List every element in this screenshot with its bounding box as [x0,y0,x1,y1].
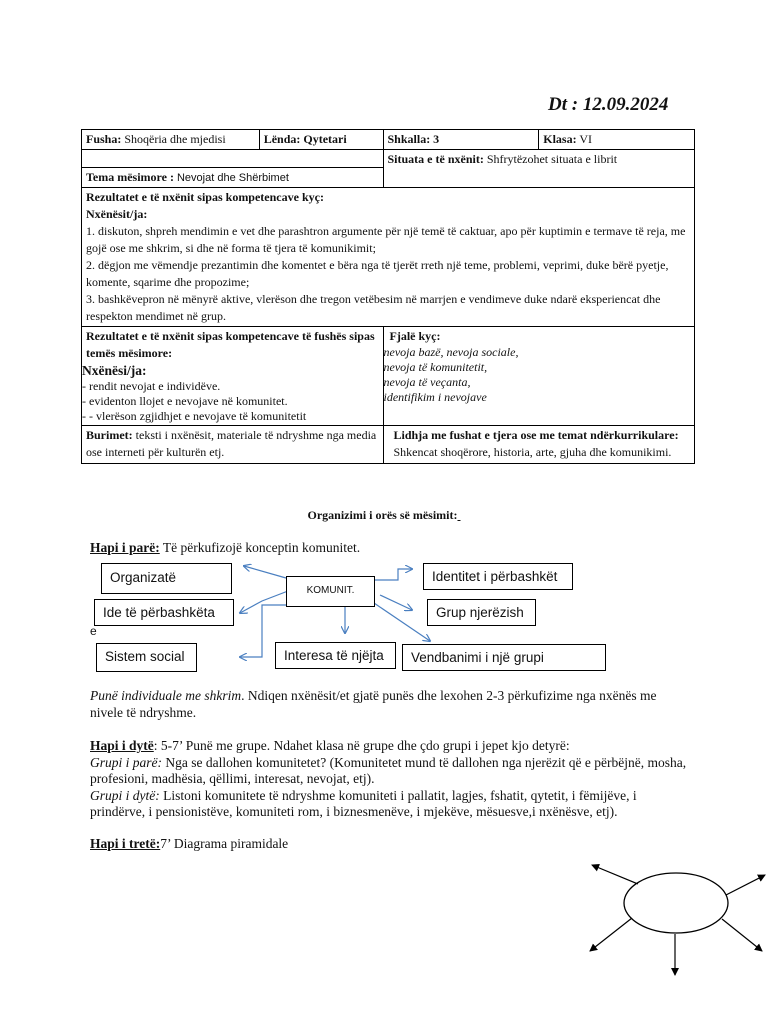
pyramid-center-ellipse [624,873,728,933]
hapi1-label: Hapi i parë: [90,540,160,555]
pune-individuale-label: Punë individuale me shkrim [90,688,242,703]
stray-letter: e [90,624,97,638]
organizimi-title [0,508,768,523]
grupi2-line [90,788,690,821]
burimet-value: teksti i nxënësit, materiale të ndryshme nga media ose interneti për kulturën etj. [86,428,377,459]
cell-klasa [539,130,695,150]
hapi2-section [90,738,690,821]
pyramid-arrow-bottom-right [722,919,762,951]
nxenesit-label: Nxënësit/ja: [86,207,148,221]
rezultatet-kyc-title: Rezultatet e të nxënit sipas kompetencave kyç: [86,190,324,204]
cell-fjale-kyc [383,327,695,426]
tema-value: Nevojat dhe Shërbimet [176,172,289,184]
arrow-to-organizate [244,566,286,578]
kyc-item-1: 1. diskuton, shpreh mendimin e vet dhe parashtron argumente për një temë të caktuar, apo për kuptimin e termave të reja, me gojë ose me shkrim, si dhe në forma të tjera të komunikimit; [86,224,686,255]
tema-row [82,168,383,187]
rezultatet-fushes-title: Rezultatet e të nxënit sipas kompetencave të fushës sipas temës mësimore: [86,329,375,360]
concept-center-komunitet: KOMUNIT. [286,576,375,607]
concept-identitet: Identitet i përbashkët [423,563,573,590]
lidhja-value: Shkencat shoqërore, historia, arte, gjuha dhe komunikimi. [393,445,672,459]
pyramid-arrow-top-right [726,875,765,895]
hapi1-heading [90,539,360,556]
fjale-kyc-2: nevoja të komunitetit, [383,360,488,374]
hapi1-text: Të përkufizojë konceptin komunitet. [159,540,361,555]
lesson-plan-table [81,129,695,464]
lesson-date: Dt : 12.09.2024 [548,94,669,115]
fjale-kyc-3: nevoja të veçanta, [383,375,471,389]
fusha-label: Fusha: [86,132,122,146]
grupi1-label: Grupi i parë: [90,754,162,770]
arrow-to-ide [240,591,288,613]
kyc-item-2: 2. dëgjon me vëmendje prezantimin dhe komentet e bëra nga të tjerët rreth një teme, problemi, veprimi, duke bërë pyetje, komente, sqarime dhe propozime; [86,258,669,289]
grupi1-line [90,755,690,788]
hapi2-text: : 5-7’ Punë me grupe. Ndahet klasa në grupe dhe çdo grupi i jepet kjo detyrë: [153,738,570,753]
organizimi-title-text: Organizimi i orës së mësimit: [307,508,458,522]
cell-burimet [82,426,384,464]
cell-tema-container [82,150,384,188]
arrow-to-identitet [375,569,412,580]
tema-label: Tema mësimore : [86,170,174,184]
concept-organizate: Organizatë [101,563,232,594]
fjale-kyc-title: Fjalë kyç: [389,329,441,343]
hapi2-heading [90,738,690,755]
pyramid-diagram [580,855,768,1024]
fushes-item-3: - - vlerëson zgjidhjet e nevojave të komunitetit [82,409,307,423]
fjale-kyc-1: nevoja bazë, nevoja sociale, [383,345,519,359]
cell-rezultatet-kyc [82,188,695,327]
lidhja-title: Lidhja me fushat e tjera ose me temat ndërkurrikulare: [393,428,679,442]
pune-individuale-paragraph [90,688,690,721]
concept-sistem: Sistem social [96,643,197,672]
pyramid-arrow-bottom-left [590,918,632,951]
arrow-to-grup [380,595,412,610]
cell-lenda: Lënda: Qytetari [259,130,383,150]
hapi3-label: Hapi i tretë: [90,836,161,851]
arrow-to-vendbanimi [374,603,430,641]
nxenesi-label: Nxënësi/ja: [82,363,147,378]
burimet-label: Burimet: [86,428,133,442]
grupi1-text: Nga se dallohen komunitetet? (Komunitetet mund të dallohen nga njerëzit që e përbëjnë, mosha, profesioni, madhësia, qëllimi, interesat, nevojat, etj). [90,754,687,786]
concept-interesa: Interesa të njëjta [275,642,396,669]
pune-individuale-text: . Ndiqen nxënësit/et gjatë punës dhe lexohen 2-3 përkufizime nga nxënës me nivele të ndryshme. [90,688,657,720]
klasa-label: Klasa: [543,132,577,146]
fushes-item-2: - evidenton llojet e nevojave në komunitet. [82,394,288,408]
fusha-value: Shoqëria dhe mjedisi [124,132,226,146]
pyramid-arrow-top-left [592,865,638,884]
hapi2-label: Hapi i dytë [90,738,154,753]
cell-fusha [82,130,260,150]
concept-ide: Ide të përbashkëta [94,599,234,626]
cell-situata [383,150,695,188]
cell-shkalla: Shkalla: 3 [383,130,539,150]
hapi3-heading [90,836,690,853]
situata-label: Situata e të nxënit: [387,152,484,166]
situata-value: Shfrytëzohet situata e librit [486,152,618,166]
concept-grup: Grup njerëzish [427,599,536,626]
klasa-value: VI [579,132,593,146]
grupi2-label: Grupi i dytë: [90,787,160,803]
cell-lidhja [383,426,695,464]
grupi2-text: Listoni komunitete të ndryshme komuniteti i pallatit, lagjes, fshatit, qytetit, i fëmijëve, i prindërve, i pensionistëve, komuniteti rom, i biznesmenëve, i mjekëve, mësuesve,i nxënësve, etj). [90,787,637,819]
fushes-item-1: - rendit nevojat e individëve. [82,379,221,393]
cell-rezultatet-fushes [82,327,384,426]
concept-vendbanimi: Vendbanimi i një grupi [402,644,606,671]
kyc-item-3: 3. bashkëvepron në mënyrë aktive, vlerëson dhe tregon vetëbesim në marrjen e vendimeve duke ndarë eksperiencat dhe respekton mendimet në grup. [86,292,661,323]
fjale-kyc-4: identifikim i nevojave [383,390,487,404]
hapi3-text: 7’ Diagrama piramidale [160,836,289,851]
